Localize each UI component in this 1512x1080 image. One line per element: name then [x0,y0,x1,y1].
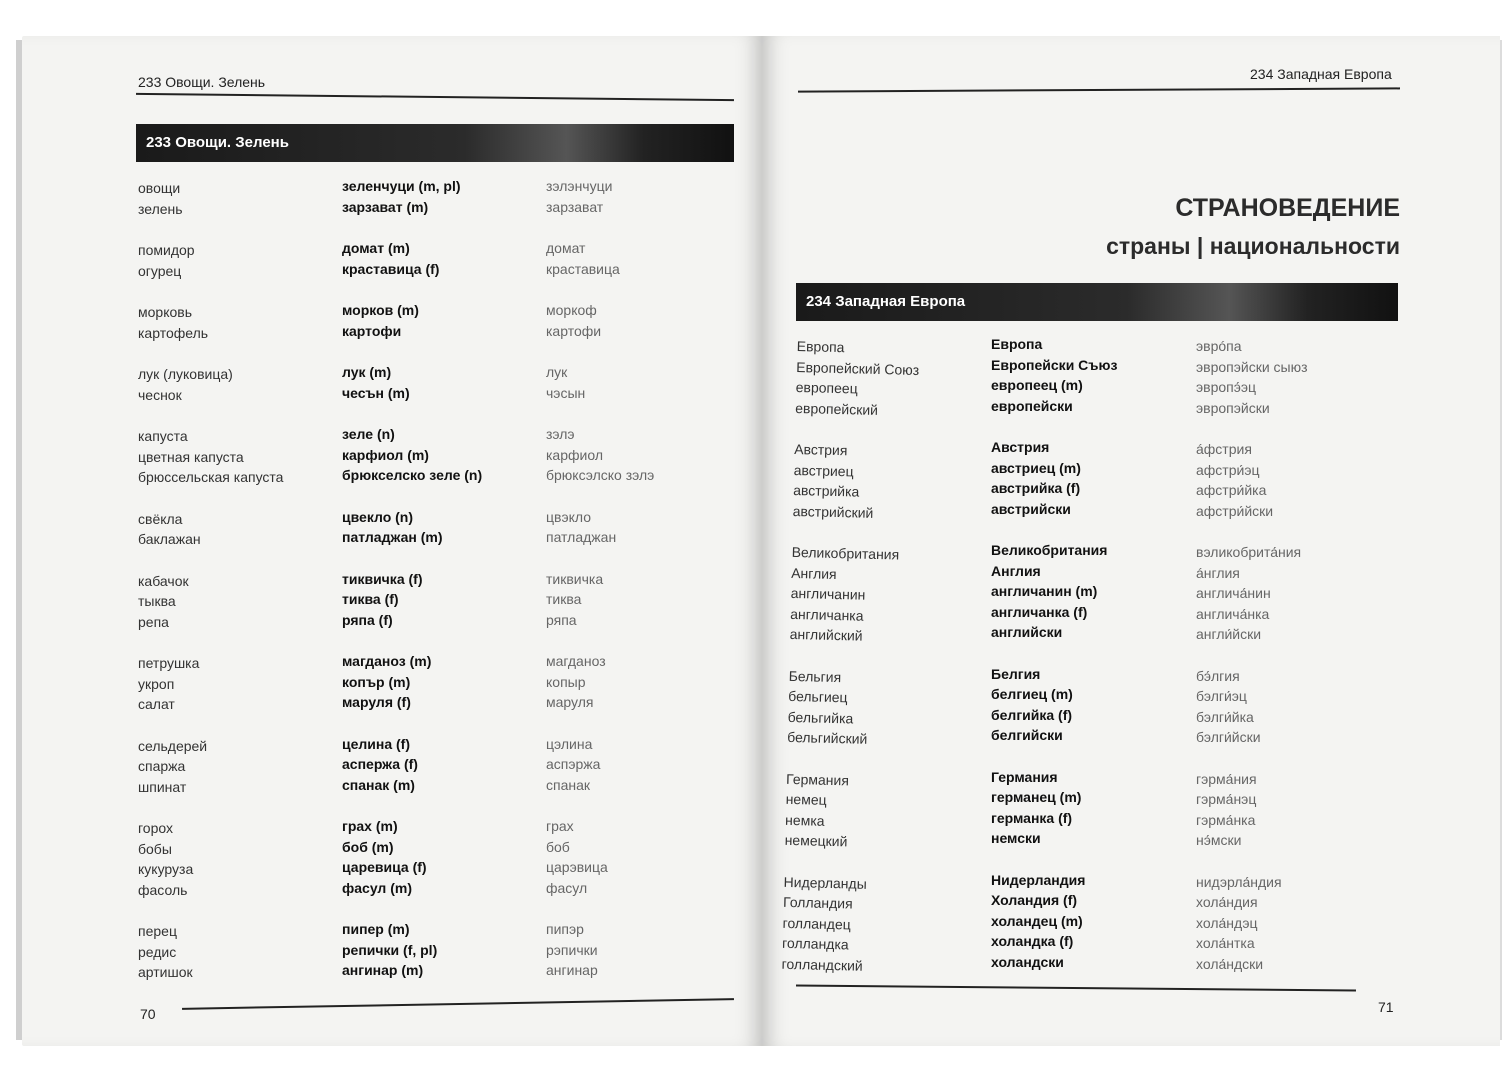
group-gap [342,279,482,300]
russian-word: перец [138,923,177,939]
group-gap [342,217,482,238]
bulgarian-word: карфиол (m) [342,446,429,463]
russian-word: англичанин [790,584,866,603]
russian-word: укроп [138,675,175,692]
group-gap [991,746,1117,767]
group-gap [342,548,482,569]
group-gap [792,521,915,545]
russian-word: Европа [796,337,845,356]
russian-word: бельгиец [788,687,848,706]
russian-word: помидор [138,242,195,258]
group-gap [784,850,907,874]
russian-word: редис [138,943,177,960]
bulgarian-word: картофи [342,322,402,339]
russian-word: голландка [781,934,849,953]
group-gap [546,548,654,569]
transcription: тиквичка [546,570,604,587]
group-gap [1196,645,1308,666]
russian-word: репа [138,613,169,630]
left-bulgarian-column [342,176,482,981]
group-gap [546,630,654,651]
bulgarian-word: тиква (f) [342,591,399,607]
right-bulgarian-column [991,334,1117,972]
russian-word: фасоль [138,881,188,898]
bulgarian-word: австрийски [991,500,1071,517]
transcription: хола́ндия [1196,894,1258,910]
russian-word: Нидерланды [783,873,867,892]
russian-word: салат [138,696,175,712]
bulgarian-word: ряпа (f) [342,611,393,628]
transcription: карфиол [546,446,603,463]
russian-word: свёкла [138,510,183,527]
bulgarian-word: зеле (n) [342,426,395,442]
transcription: грах [546,818,574,834]
russian-word: спаржа [138,758,186,774]
russian-word: кабачок [138,572,189,589]
transcription: спанак [546,776,591,793]
bulgarian-word: тиквичка (f) [342,570,423,587]
bulgarian-word: пипер (m) [342,921,410,937]
russian-word: тыква [138,593,176,609]
group-gap [546,403,654,424]
russian-word: Англия [791,564,837,582]
group-gap [546,486,654,507]
bulgarian-word: цвекло (n) [342,508,414,525]
group-gap [342,341,482,362]
group-gap [1196,748,1308,769]
transcription: нидэрла́ндия [1196,873,1282,890]
bulgarian-word: зеленчуци (m, pl) [342,178,461,194]
transcription: хола́нтка [1196,935,1255,951]
russian-word: огурец [138,262,182,279]
bulgarian-word: маруля (f) [342,694,411,710]
russian-word: горох [138,820,173,836]
transcription: вэликобрита́ния [1196,544,1302,560]
russian-word: брюссельская капуста [138,469,284,485]
transcription: гэрма́нэц [1196,791,1257,807]
transcription: гэрма́нка [1196,811,1256,828]
transcription: эвропэ́эц [1196,379,1257,395]
transcription: нэ́мски [1196,832,1242,848]
bulgarian-word: Европейски Съюз [991,356,1118,373]
transcription: англи́йски [1196,626,1262,642]
russian-word: капуста [138,428,188,444]
bulgarian-word: Нидерландия [991,871,1086,888]
bulgarian-word: англичанка (f) [991,603,1088,620]
russian-word: европеец [795,378,858,397]
group-gap [1196,851,1308,872]
russian-word: картофель [138,324,209,341]
transcription: зэлэнчуци [546,178,613,194]
group-gap [1196,418,1308,439]
transcription: краставица [546,260,620,277]
transcription: цвэкло [546,508,591,525]
group-gap [991,849,1117,870]
bulgarian-word: Германия [991,768,1058,785]
bulgarian-word: Англия [991,562,1041,579]
right-running-head: 234 Западная Европа [1250,66,1392,82]
bulgarian-word: аспержа (f) [342,756,418,772]
russian-word: немка [784,811,825,829]
transcription: фасул [546,879,588,896]
bulgarian-word: Европа [991,336,1043,352]
bulgarian-word: грах (m) [342,818,398,834]
bulgarian-word: репички (f, pl) [342,941,438,958]
bulgarian-word: белгийка (f) [991,706,1073,723]
left-page-number: 70 [140,1006,156,1022]
russian-word: бельгийский [787,728,868,747]
transcription: копыр [546,673,586,690]
group-gap [546,279,654,300]
bulgarian-word: Холандия (f) [991,892,1078,908]
left-running-head: 233 Овощи. Зелень [138,74,266,90]
russian-word: английский [789,625,863,644]
transcription: тиква [546,591,582,607]
bulgarian-word: чесън (m) [342,384,410,401]
bulgarian-word: фасул (m) [342,879,412,896]
russian-word: бельгийка [787,708,854,726]
transcription: áфстрия [1196,441,1252,457]
russian-word: морковь [138,304,192,320]
group-gap [342,898,482,919]
group-gap [342,713,482,734]
group-gap [138,405,283,426]
bulgarian-word: ангинар (m) [342,962,424,978]
group-gap [789,644,912,668]
bulgarian-word: холандец (m) [991,912,1083,929]
bulgarian-word: Белгия [991,665,1041,682]
bulgarian-word: австриец (m) [991,459,1081,476]
right-transcription-column [1196,336,1308,974]
bulgarian-word: лук (m) [342,364,392,380]
russian-word: Австрия [794,440,848,459]
bulgarian-word: белгийски [991,727,1063,743]
right-section-band: 234 Западная Европа [796,283,1398,321]
chapter-title: СТРАНОВЕДЕНИЕ [1175,194,1400,222]
group-gap [342,630,482,651]
russian-word: европейский [795,399,879,418]
russian-word: бобы [138,840,172,857]
group-gap [138,488,283,509]
transcription: цэлина [546,735,593,752]
transcription: эврóпа [1196,338,1242,354]
transcription: афстри́йка [1196,482,1267,498]
transcription: картофи [546,322,602,339]
transcription: англича́нин [1196,585,1271,601]
chapter-subtitle: страны | национальности [1106,233,1400,259]
russian-word: немец [785,790,827,808]
russian-word: австрийский [792,502,874,521]
bulgarian-word: германка (f) [991,809,1073,826]
transcription: хола́ндэц [1196,914,1258,931]
bulgarian-word: белгиец (m) [991,686,1073,702]
group-gap [342,795,482,816]
transcription: бэлги́йски [1196,729,1261,745]
group-gap [138,632,283,653]
bulgarian-word: холандски [991,953,1064,970]
russian-word: овощи [138,180,181,196]
russian-word: Европейский Союз [796,358,920,378]
russian-word: Бельгия [788,667,842,685]
bulgarian-word: немски [991,830,1041,846]
russian-word: Великобритания [791,543,900,563]
bulgarian-word: копър (m) [342,673,411,690]
russian-word: австрийка [793,481,860,500]
transcription: аспэржа [546,756,601,772]
group-gap [991,416,1117,437]
bulgarian-word: целина (f) [342,735,411,752]
right-russian-column [781,336,920,977]
transcription: афстри́эц [1196,461,1260,478]
group-gap [794,418,917,442]
russian-word: Голландия [782,893,853,912]
transcription: маруля [546,694,594,710]
bulgarian-word: спанак (m) [342,776,415,793]
group-gap [138,797,283,818]
russian-word: лук (луковица) [138,366,233,382]
group-gap [138,219,283,240]
transcription: рэпички [546,941,598,958]
bulgarian-word: английски [991,624,1063,640]
russian-word: голландец [782,914,851,932]
bulgarian-word: патладжан (m) [342,529,443,545]
transcription: бэ́лгия [1196,667,1240,684]
russian-word: баклажан [138,531,201,547]
left-section-band: 233 Овощи. Зелень [136,124,734,162]
group-gap [546,341,654,362]
transcription: домат [546,240,586,256]
transcription: зэлэ [546,426,575,442]
transcription: бэлги́йка [1196,708,1254,725]
transcription: царэвица [546,859,608,875]
group-gap [138,550,283,571]
russian-word: петрушка [138,655,200,671]
russian-word: зелень [138,200,183,217]
bulgarian-word: европеец (m) [991,377,1083,393]
transcription: боб [546,838,570,855]
group-gap [546,795,654,816]
group-gap [342,403,482,424]
bulgarian-word: австрийка (f) [991,480,1081,496]
group-gap [546,898,654,919]
transcription: ряпа [546,611,577,628]
group-gap [342,486,482,507]
russian-word: артишок [138,964,193,980]
transcription: зарзават [546,198,604,215]
bulgarian-word: домат (m) [342,240,410,256]
transcription: пипэр [546,921,584,937]
group-gap [138,715,283,736]
group-gap [991,519,1117,540]
left-russian-column [138,178,283,983]
bulgarian-word: зарзават (m) [342,198,429,215]
russian-word: англичанка [790,605,864,624]
transcription: патладжан [546,529,617,545]
bulgarian-word: царевица (f) [342,859,427,875]
bulgarian-word: боб (m) [342,838,394,855]
russian-word: цветная капуста [138,448,244,465]
russian-word: Германия [785,770,850,788]
transcription: хола́ндски [1196,955,1264,972]
group-gap [138,343,283,364]
bulgarian-word: брюкселско зеле (n) [342,467,483,483]
transcription: áнглия [1196,564,1240,581]
russian-word: немецкий [784,831,848,850]
group-gap [786,747,909,771]
transcription: брюксэлско зэлэ [546,467,655,483]
group-gap [138,281,283,302]
group-gap [991,643,1117,664]
bulgarian-word: Великобритания [991,542,1108,558]
group-gap [1196,521,1308,542]
russian-word: чеснок [138,386,182,403]
bulgarian-word: европейски [991,397,1073,414]
transcription: моркоф [546,302,597,318]
transcription: чэсын [546,384,586,401]
bulgarian-word: германец (m) [991,789,1082,805]
russian-word: сельдерей [138,737,208,754]
group-gap [546,217,654,238]
russian-word: шпинат [138,778,187,795]
transcription: эвропэйски сыюз [1196,358,1308,375]
transcription: эвропэйски [1196,399,1270,416]
bulgarian-word: морков (m) [342,302,419,318]
bulgarian-word: краставица (f) [342,260,440,277]
transcription: лук [546,364,568,380]
transcription: магданоз [546,653,606,669]
transcription: гэрма́ния [1196,770,1257,787]
russian-word: кукуруза [138,861,194,877]
transcription: бэлги́эц [1196,688,1247,704]
bulgarian-word: холандка (f) [991,933,1074,949]
transcription: англича́нка [1196,605,1270,622]
russian-word: голландский [781,955,863,974]
left-transcription-column [546,176,654,981]
group-gap [546,713,654,734]
bulgarian-word: англичанин (m) [991,583,1098,599]
transcription: ангинар [546,962,598,978]
bulgarian-word: магданоз (m) [342,653,432,669]
right-page-number: 71 [1378,999,1394,1015]
bulgarian-word: Австрия [991,439,1050,455]
group-gap [138,900,283,921]
transcription: афстри́йски [1196,502,1274,519]
russian-word: австриец [793,461,854,479]
